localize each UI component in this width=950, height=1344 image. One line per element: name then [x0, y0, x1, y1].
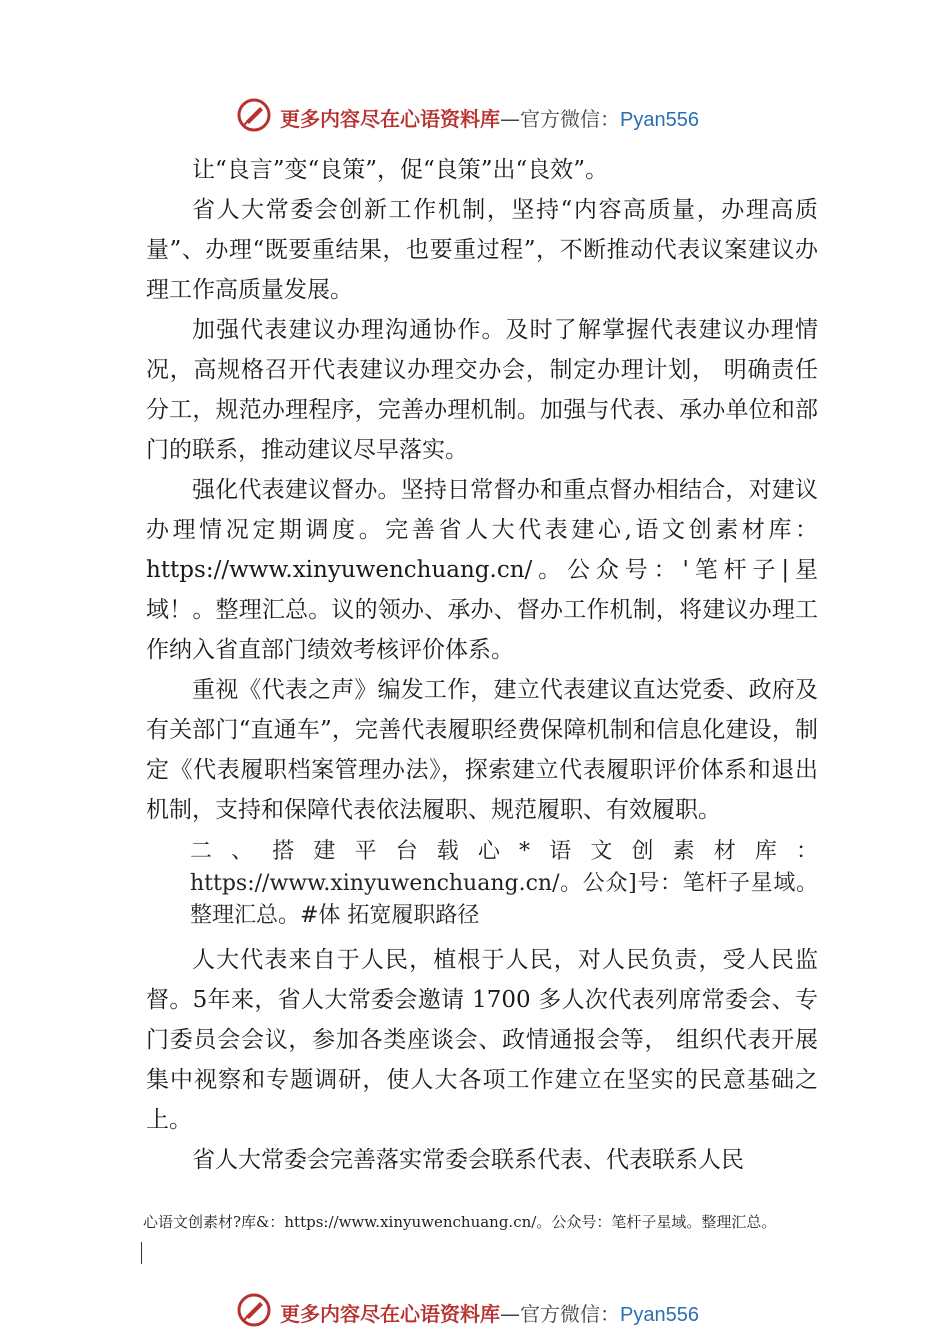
watermark-footer — [0, 1290, 950, 1330]
header-brand: 更多内容尽在心语资料库 — [280, 107, 500, 131]
header-account: Pyan556 — [620, 109, 699, 131]
header-official: 官方微信： — [520, 107, 620, 131]
section-heading: 二、搭建平台载心*语文创素材库：https://www.xinyuwenchuang.cn/。公众]号：笔杆子星域。整理汇总。#体 拓宽履职路径 — [190, 839, 818, 928]
paragraph: 让“良言”变“良策”，促“良策”出“良效”。 — [192, 157, 609, 183]
document-body — [146, 150, 818, 1180]
paragraph: 省人大常委会完善落实常委会联系代表、代表联系人民 — [192, 1147, 744, 1173]
paragraph: 人大代表来自于人民，植根于人民，对人民负责，受人民监督。5年来，省人大常委会邀请 1700 多人次代表列席常委会、专门委员会会议，参加各类座谈会、政情通报会等， 组织代表开展集中视察和专题调研，使人大各项工作建立在坚实的民意基础之上。 — [146, 947, 818, 1133]
brand-logo-icon — [236, 1292, 272, 1328]
page-footer: 心语文创素材?库&：https://www.xinyuwenchuang.cn/。公众号：笔杆子星域。整理汇总。 — [143, 1213, 777, 1231]
footer-dash: — — [500, 1302, 520, 1326]
brand-logo-icon — [236, 97, 272, 133]
footer-official: 官方微信： — [520, 1302, 620, 1326]
paragraph: 省人大常委会创新工作机制，坚持“内容高质量，办理高质量”、办理“既要重结果，也要重过程”，不断推动代表议案建议办理工作高质量发展。 — [146, 197, 818, 303]
text-cursor-mark — [141, 1242, 142, 1264]
header-dash: — — [500, 107, 520, 131]
footer-account: Pyan556 — [620, 1304, 699, 1326]
paragraph: 强化代表建议督办。坚持日常督办和重点督办相结合，对建议办理情况定期调度。完善省人大代表建心,语文创素材库：https://www.xinyuwenchuang.cn/。公众号：'笔杆子|星域！。整理汇总。议的领办、承办、督办工作机制，将建议办理工作纳入省直部门绩效考核评价体系。 — [146, 477, 818, 663]
paragraph: 重视《代表之声》编发工作，建立代表建议直达党委、政府及有关部门“直通车”，完善代表履职经费保障机制和信息化建设，制定《代表履职档案管理办法》，探索建立代表履职评价体系和退出机制，支持和保障代表依法履职、规范履职、有效履职。 — [146, 677, 818, 823]
footer-brand: 更多内容尽在心语资料库 — [280, 1302, 500, 1326]
footer-watermark-text — [280, 1298, 699, 1327]
paragraph: 加强代表建议办理沟通协作。及时了解掌握代表建议办理情况，高规格召开代表建议办理交办会，制定办理计划， 明确责任分工，规范办理程序，完善办理机制。加强与代表、承办单位和部门的联系，推动建议尽早落实。 — [146, 317, 818, 463]
watermark-header — [0, 95, 950, 135]
header-text — [280, 103, 699, 132]
